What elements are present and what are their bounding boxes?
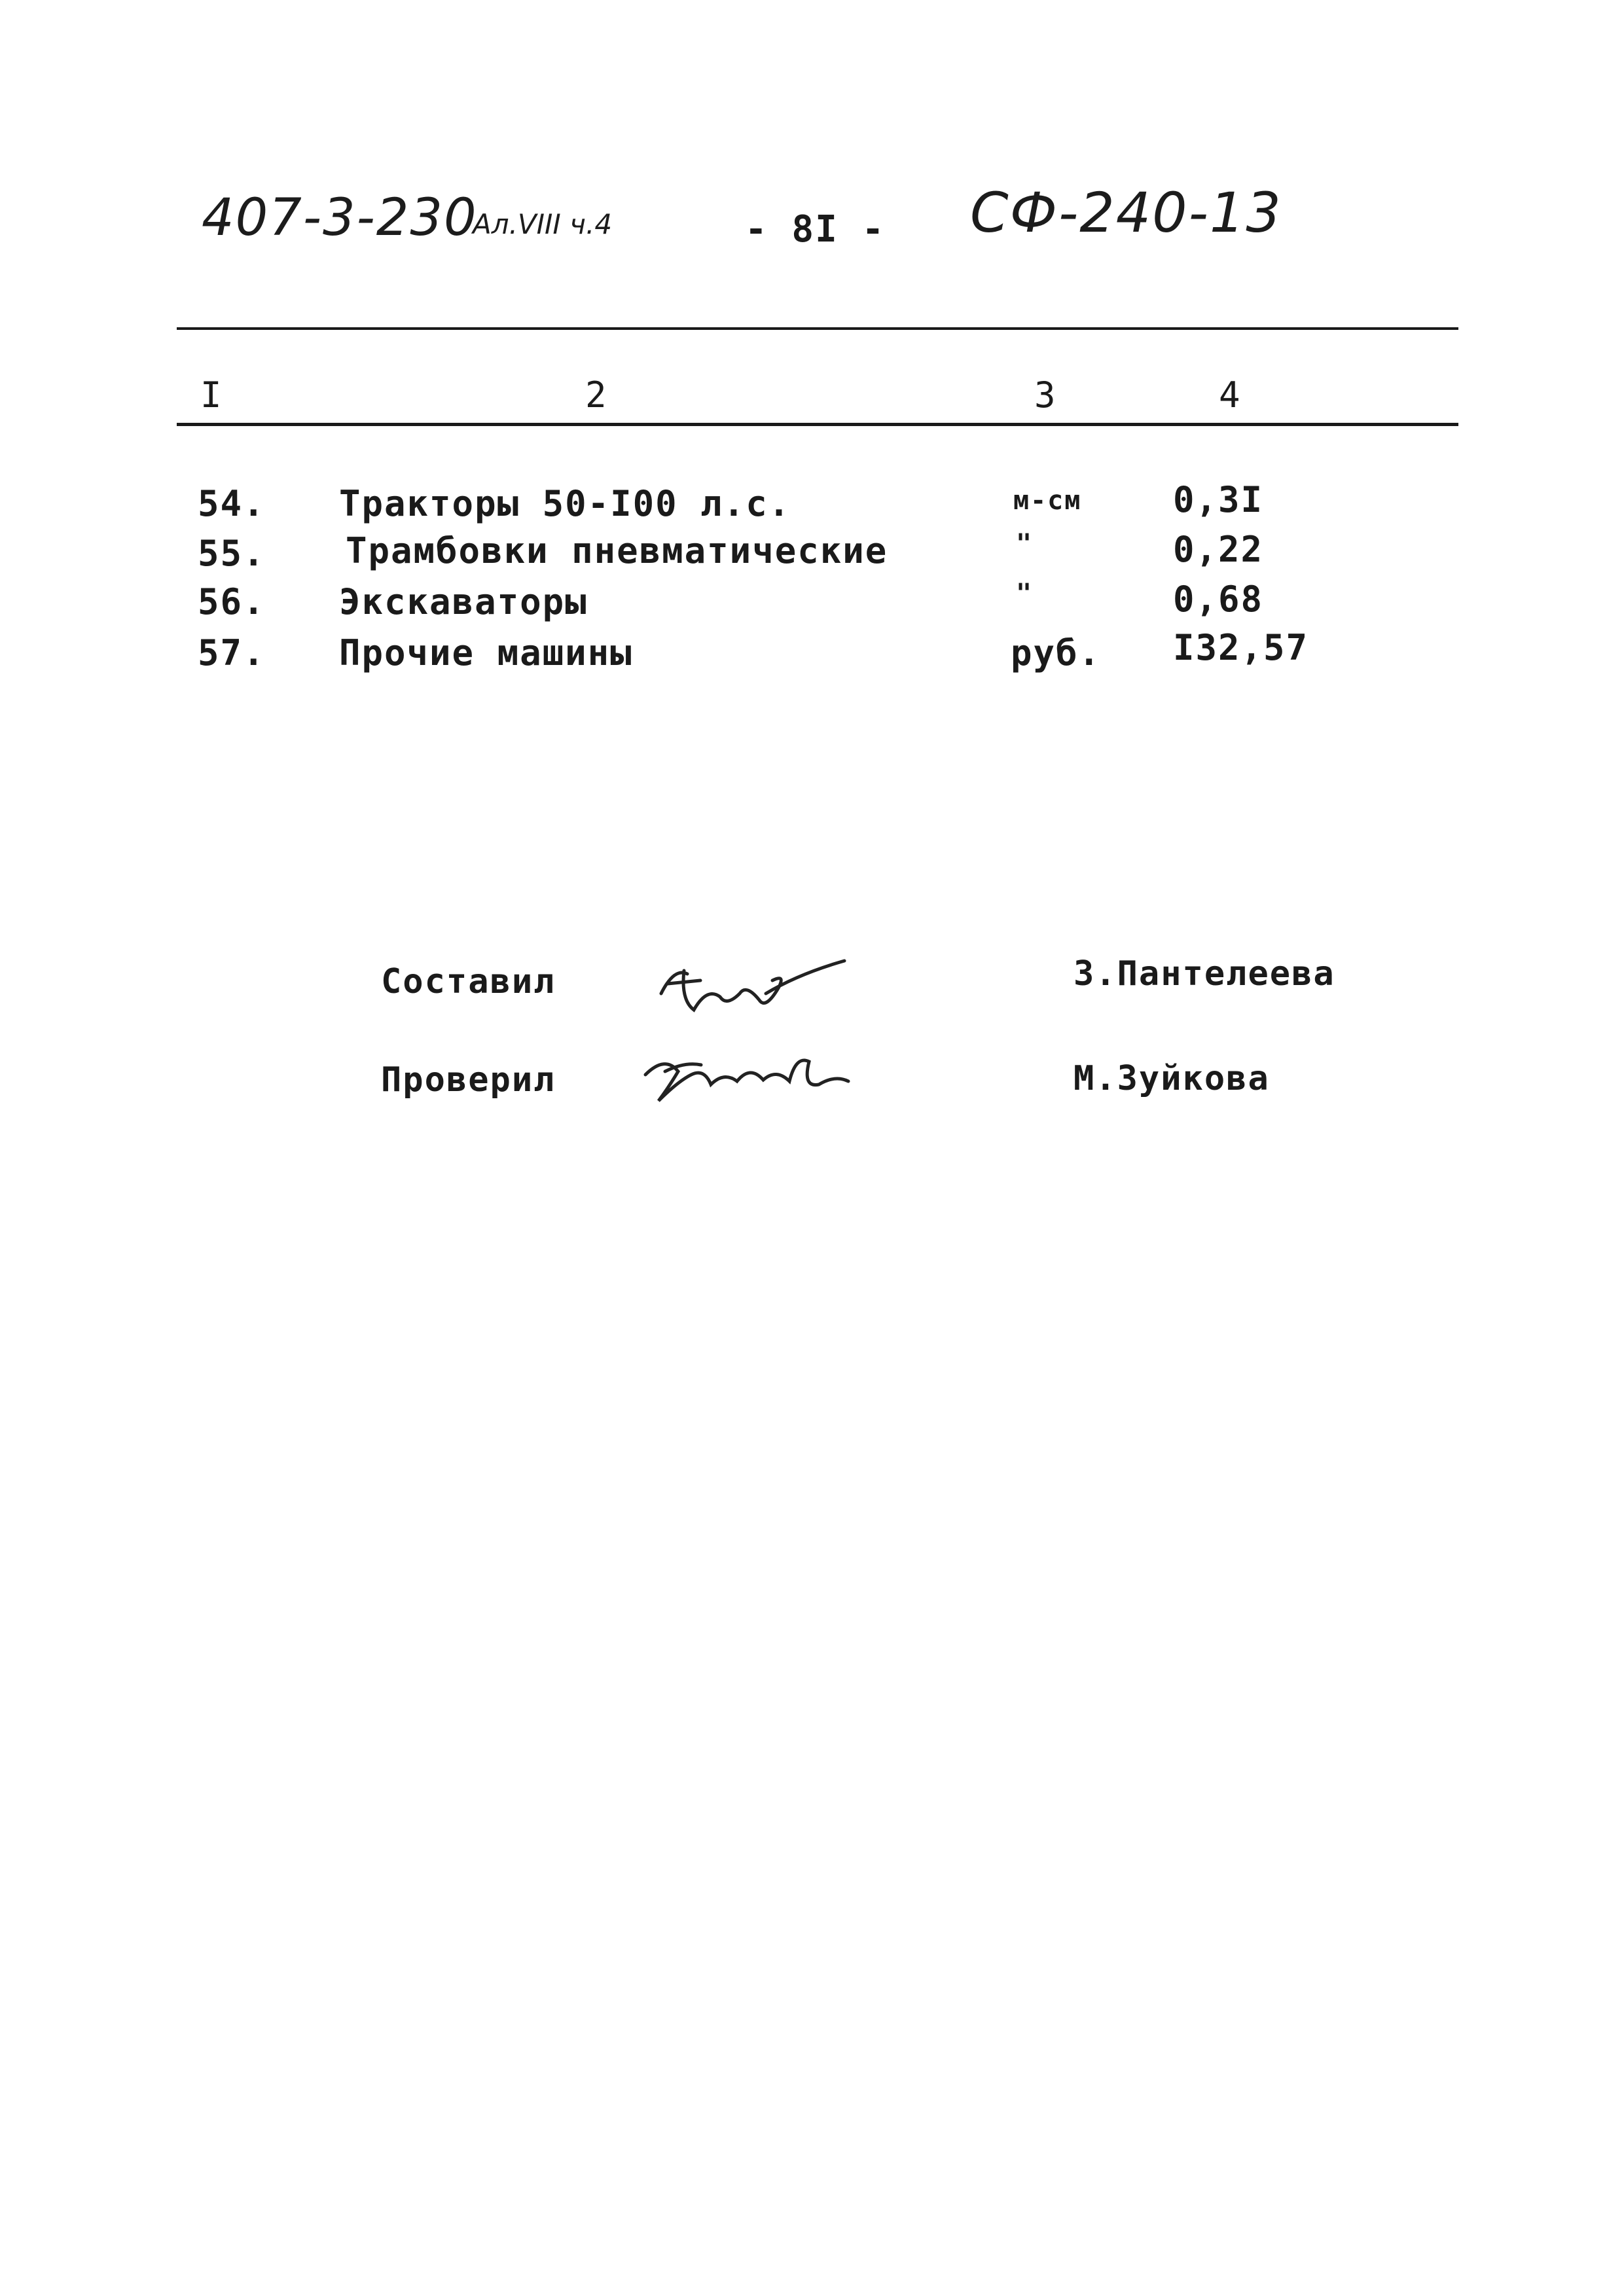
page-number: - 8I - xyxy=(745,208,886,251)
row-number: 54. xyxy=(198,483,266,524)
table-top-rule xyxy=(177,327,1458,330)
row-value: 0,22 xyxy=(1173,529,1264,570)
row-name: Тракторы 50-I00 л.с. xyxy=(339,483,791,524)
row-number: 55. xyxy=(198,533,266,574)
checked-by-name: М.Зуйкова xyxy=(1074,1059,1270,1098)
compiled-by-name: З.Пантелеева xyxy=(1074,954,1335,994)
row-unit: руб. xyxy=(1011,632,1102,673)
column-header-3: 3 xyxy=(1034,374,1057,416)
document-code: 407-3-230 xyxy=(202,188,478,247)
checked-by-label: Проверил xyxy=(381,1060,556,1100)
column-header-1: I xyxy=(200,374,223,416)
sheet-code: СФ-240-13 xyxy=(970,181,1282,245)
row-name: Экскаваторы xyxy=(339,581,588,622)
row-value: 0,68 xyxy=(1173,579,1264,620)
row-unit: " xyxy=(1016,529,1034,559)
row-number: 57. xyxy=(198,632,266,673)
row-unit: " xyxy=(1016,579,1034,609)
album-mark: Ал.VIII ч.4 xyxy=(473,208,613,240)
compiled-by-label: Составил xyxy=(381,962,556,1001)
row-value: 0,3I xyxy=(1173,479,1264,520)
column-header-2: 2 xyxy=(585,374,608,416)
row-unit: м-см xyxy=(1013,486,1082,516)
column-header-4: 4 xyxy=(1219,374,1242,416)
table-header-rule xyxy=(177,423,1458,426)
row-name: Трамбовки пневматические xyxy=(346,530,888,571)
compiled-signature xyxy=(648,948,857,1026)
row-value: I32,57 xyxy=(1173,627,1309,668)
row-number: 56. xyxy=(198,581,266,622)
checked-signature xyxy=(639,1035,875,1121)
row-name: Прочие машины xyxy=(339,632,633,673)
